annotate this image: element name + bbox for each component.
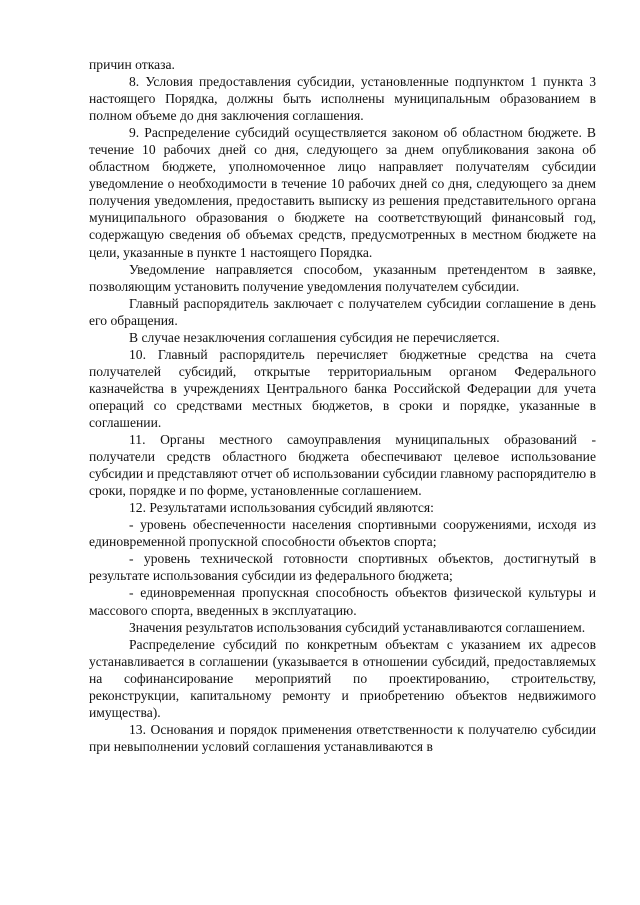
paragraph-distribution-by-objects: Распределение субсидий по конкретным объектам с указанием их адресов устанавливается в соглашении (указывается в отношении субсидий, предоставляемых на софинансирование мероприятий по проектированию, строительству, реконструкции, капитальному ремонту и приобретению объектов недвижимого имущества).	[89, 636, 596, 720]
paragraph-result-values: Значения результатов использования субсидий устанавливаются соглашением.	[129, 619, 586, 635]
paragraph-clause-11: 11. Органы местного самоуправления муниципальных образований - получатели средств областного бюджета обеспечивают целевое использование субсидии и представляют отчет об использовании субсидии главному распорядителю в сроки, порядке и по форме, установленные соглашением.	[89, 432, 596, 499]
document-page	[89, 56, 596, 755]
paragraph-clause-13: 13. Основания и порядок применения ответственности к получателю субсидии при невыполнении условий соглашения устанавливаются в	[89, 721, 596, 754]
paragraph-agreement-conclusion: Главный распорядитель заключает с получателем субсидии соглашение в день его обращения.	[89, 295, 596, 328]
list-item-technical-readiness: - уровень технической готовности спортивных объектов, достигнутый в результате использования субсидии из федерального бюджета;	[89, 551, 596, 584]
list-item-throughput-capacity: - единовременная пропускная способность объектов физической культуры и массового спорта, введенных в эксплуатацию.	[89, 585, 596, 618]
paragraph-no-agreement: В случае незаключения соглашения субсидия не перечисляется.	[129, 329, 500, 345]
paragraph-refusal-reasons-end: причин отказа.	[89, 57, 175, 72]
list-item-sports-facilities-level: - уровень обеспеченности населения спортивными сооружениями, исходя из единовременной пропускной способности объектов спорта;	[89, 517, 596, 550]
paragraph-clause-8: 8. Условия предоставления субсидии, установленные подпунктом 1 пункта 3 настоящего Порядка, должны быть исполнены муниципальным образованием в полном объеме до дня заключения соглашения.	[89, 74, 596, 124]
paragraph-clause-12: 12. Результатами использования субсидий являются:	[129, 500, 434, 516]
paragraph-notification-method: Уведомление направляется способом, указанным претендентом в заявке, позволяющим установить получение уведомления получателем субсидии.	[89, 261, 596, 294]
paragraph-clause-9: 9. Распределение субсидий осуществляется законом об областном бюджете. В течение 10 рабочих дней со дня, следующего за днем опубликования закона об областном бюджете, уполномоченное лицо направляет получателям субсидии уведомление о необходимости в течение 10 рабочих дней со дня, следующего за днем получения уведомления, предоставить выписку из решения представительного органа муниципального образования о бюджете на соответствующий финансовый год, содержащую сведения об объемах средств, предусмотренных в местном бюджете на цели, указанные в пункте 1 настоящего Порядка.	[89, 125, 596, 260]
paragraph-clause-10: 10. Главный распорядитель перечисляет бюджетные средства на счета получателей субсидий, открытые территориальным органом Федерального казначейства в учреждениях Центрального банка Российской Федерации для учета операций со средствами местных бюджетов, в сроки и порядке, указанные в соглашении.	[89, 346, 596, 430]
